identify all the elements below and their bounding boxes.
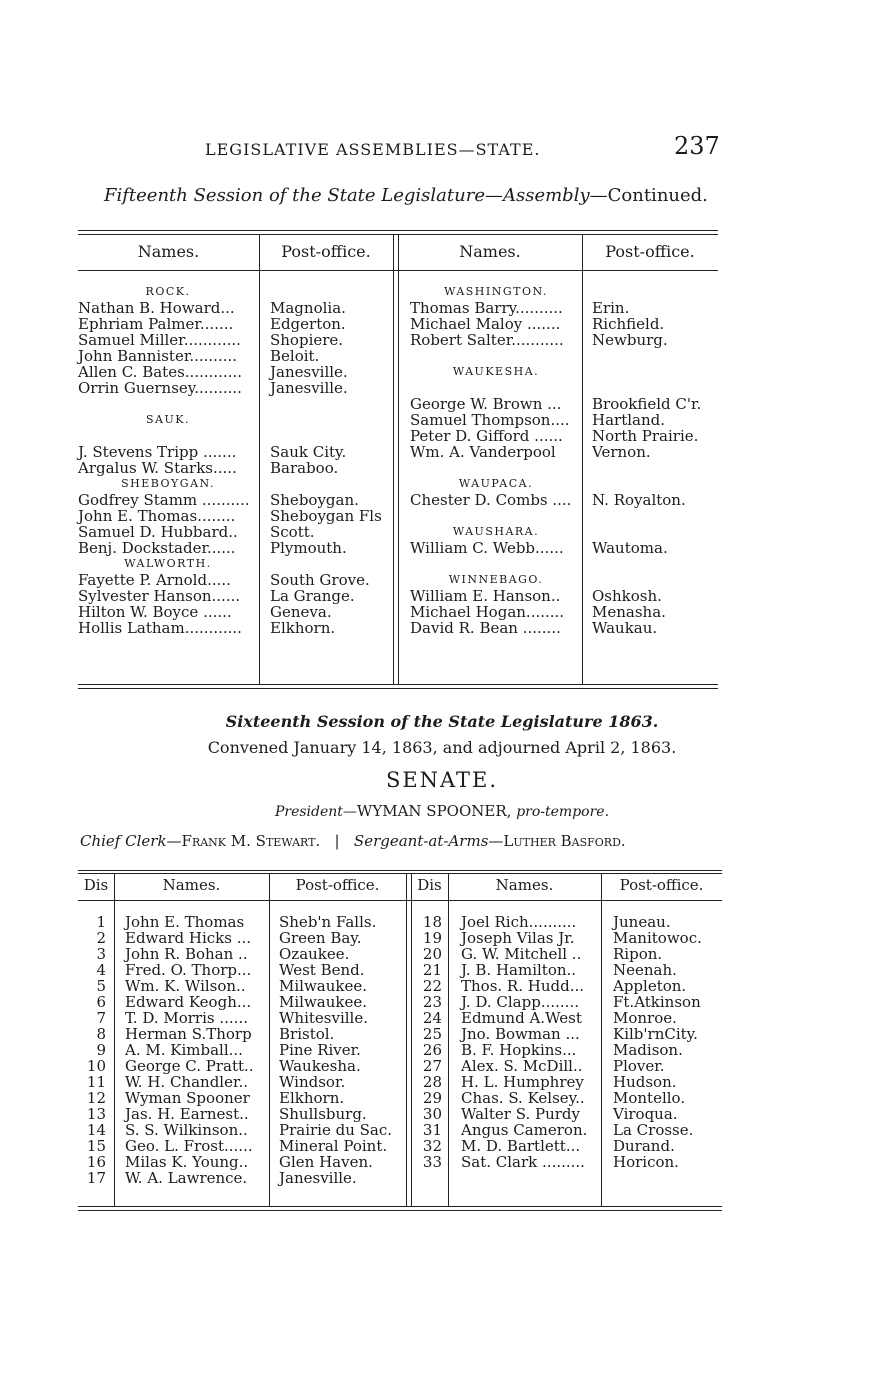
senator-name: W. H. Chandler.. [125, 1073, 249, 1091]
officer-separator: | [334, 832, 340, 850]
district-number: 15 [86, 1137, 106, 1155]
col-header-dis: Dis [417, 876, 442, 894]
district-number: 12 [86, 1089, 106, 1107]
post-office [270, 556, 392, 572]
member-name [78, 412, 258, 428]
post-office: Shullsburg. [279, 1105, 367, 1123]
post-office: Sheb'n Falls. [279, 913, 377, 931]
member-name: Hilton W. Boyce ...... [78, 603, 232, 621]
post-office: La Crosse. [613, 1121, 694, 1139]
senator-name: Geo. L. Frost...... [125, 1137, 253, 1155]
post-office: Neenah. [613, 961, 677, 979]
district-number: 20 [422, 945, 442, 963]
post-office: Edgerton. [270, 315, 346, 333]
page-number: 237 [674, 132, 720, 160]
post-office: Baraboo. [270, 459, 339, 477]
district-number: 32 [422, 1137, 442, 1155]
post-office [592, 364, 718, 380]
senator-name: Chas. S. Kelsey.. [461, 1089, 585, 1107]
post-office: West Bend. [279, 961, 365, 979]
county-heading: WINNEBAGO. [448, 573, 544, 586]
member-name: Godfrey Stamm .......... [78, 491, 250, 509]
running-title: LEGISLATIVE ASSEMBLIES—STATE. [205, 140, 541, 159]
col-header-post-office: Post-office. [295, 876, 380, 894]
col-header-names: Names. [495, 876, 554, 894]
post-office: Ft.Atkinson [613, 993, 701, 1011]
post-office: Sauk City. [270, 443, 347, 461]
table-rule [78, 230, 718, 231]
district-number: 28 [422, 1073, 442, 1091]
senator-name: T. D. Morris ...... [125, 1009, 248, 1027]
post-office: Janesville. [279, 1169, 357, 1187]
col-header-names: Names. [459, 242, 521, 261]
member-name: Fayette P. Arnold..... [78, 571, 231, 589]
column-divider [398, 234, 399, 684]
member-name: William E. Hanson.. [410, 587, 561, 605]
post-office [270, 476, 392, 492]
member-name: David R. Bean ........ [410, 619, 561, 637]
assembly-title-italic: Fifteenth Session of the State Legislature—Assembly— [104, 185, 608, 206]
member-name: Robert Salter........... [410, 331, 564, 349]
member-name: George W. Brown ... [410, 395, 562, 413]
district-number: 33 [422, 1153, 442, 1171]
district-number: 27 [422, 1057, 442, 1075]
district-number: 31 [422, 1121, 442, 1139]
president-name: WYMAN SPOONER, [356, 802, 512, 820]
post-office: Janesville. [270, 363, 348, 381]
district-number: 26 [422, 1041, 442, 1059]
table-rule [78, 688, 718, 689]
district-number: 24 [422, 1009, 442, 1027]
district-number: 4 [96, 961, 106, 979]
post-office: Windsor. [279, 1073, 346, 1091]
senator-name: Jas. H. Earnest.. [125, 1105, 249, 1123]
member-name [78, 284, 258, 300]
member-name: Michael Maloy ....... [410, 315, 561, 333]
post-office [270, 412, 392, 428]
member-name [78, 476, 258, 492]
member-name [410, 380, 582, 396]
senator-name: John E. Thomas [125, 913, 245, 931]
post-office: Kilb'rnCity. [613, 1025, 698, 1043]
post-office: N. Royalton. [592, 491, 686, 509]
member-name [410, 284, 582, 300]
post-office: Ripon. [613, 945, 663, 963]
post-office: Milwaukee. [279, 977, 368, 995]
column-divider [448, 873, 449, 1206]
senator-name: Thos. R. Hudd... [461, 977, 585, 995]
district-number: 3 [96, 945, 106, 963]
district-number: 6 [96, 993, 106, 1011]
member-name: Ephriam Palmer....... [78, 315, 234, 333]
post-office: Hudson. [613, 1073, 677, 1091]
district-number: 21 [422, 961, 442, 979]
post-office: La Grange. [270, 587, 355, 605]
post-office: Hartland. [592, 411, 665, 429]
post-office: Monroe. [613, 1009, 677, 1027]
senator-name: Fred. O. Thorp... [125, 961, 252, 979]
post-office [592, 556, 718, 572]
district-number: 8 [96, 1025, 106, 1043]
chief-clerk-name: Frank M. Stewart. [181, 832, 321, 850]
post-office: Green Bay. [279, 929, 362, 947]
member-name [78, 556, 258, 572]
sergeant-label: Sergeant-at-Arms— [353, 832, 504, 850]
member-name [78, 428, 258, 444]
column-divider [114, 873, 115, 1206]
col-header-post-office: Post-office. [281, 242, 371, 261]
sixteenth-session-title: Sixteenth Session of the State Legislature 1863. [225, 712, 659, 731]
assembly-left-names [78, 284, 258, 636]
district-number: 18 [422, 913, 442, 931]
member-name: Nathan B. Howard... [78, 299, 235, 317]
senator-name: Milas K. Young.. [125, 1153, 249, 1171]
post-office: Magnolia. [270, 299, 346, 317]
member-name: Argalus W. Starks..... [78, 459, 237, 477]
member-name [410, 572, 582, 588]
senator-name: Alex. S. McDill.. [461, 1057, 583, 1075]
post-office [592, 380, 718, 396]
post-office [592, 524, 718, 540]
senate-table [78, 868, 722, 1218]
senator-name: Sat. Clark ......... [461, 1153, 585, 1171]
district-number: 10 [86, 1057, 106, 1075]
post-office [592, 572, 718, 588]
senate-heading: SENATE. [385, 768, 499, 792]
table-rule [78, 1210, 722, 1211]
member-name [410, 556, 582, 572]
member-name [410, 476, 582, 492]
senate-left-districts [78, 915, 106, 1187]
senate-right-names [461, 915, 587, 1171]
post-office: South Grove. [270, 571, 370, 589]
post-office: Brookfield C'r. [592, 395, 702, 413]
post-office: Juneau. [613, 913, 671, 931]
column-divider [582, 234, 583, 684]
county-heading: WASHINGTON. [444, 285, 548, 298]
post-office [592, 476, 718, 492]
column-divider [411, 873, 412, 1206]
county-heading: WAUPACA. [458, 477, 534, 490]
post-office: Pine River. [279, 1041, 361, 1059]
post-office: Shopiere. [270, 331, 344, 349]
district-number: 23 [422, 993, 442, 1011]
senator-name: Joel Rich.......... [461, 913, 577, 931]
district-number: 2 [96, 929, 106, 947]
col-header-names: Names. [162, 876, 221, 894]
district-number: 11 [86, 1073, 106, 1091]
member-name: Samuel Thompson.... [410, 411, 570, 429]
member-name [410, 460, 582, 476]
post-office [592, 508, 718, 524]
post-office: Viroqua. [613, 1105, 678, 1123]
district-number: 13 [86, 1105, 106, 1123]
post-office: Mineral Point. [279, 1137, 388, 1155]
post-office: Wautoma. [592, 539, 668, 557]
column-divider [269, 873, 270, 1206]
member-name: Peter D. Gifford ...... [410, 427, 563, 445]
senate-left-names [125, 915, 254, 1187]
district-number: 5 [96, 977, 106, 995]
col-header-post-office: Post-office. [605, 242, 695, 261]
post-office: Montello. [613, 1089, 686, 1107]
senate-right-posts [613, 915, 702, 1171]
post-office: Whitesville. [279, 1009, 368, 1027]
member-name: John E. Thomas........ [78, 507, 236, 525]
senator-name: G. W. Mitchell .. [461, 945, 582, 963]
district-number: 19 [422, 929, 442, 947]
senator-name: Jno. Bowman ... [461, 1025, 580, 1043]
district-number: 22 [422, 977, 442, 995]
member-name [78, 396, 258, 412]
senator-name: Edward Hicks ... [125, 929, 252, 947]
district-number: 9 [96, 1041, 106, 1059]
assembly-right-posts [592, 284, 718, 636]
president-suffix: pro-tempore. [516, 804, 610, 820]
post-office [592, 460, 718, 476]
member-name: Sylvester Hanson...... [78, 587, 241, 605]
district-number: 1 [96, 913, 106, 931]
post-office: Plymouth. [270, 539, 347, 557]
member-name: Samuel Miller............ [78, 331, 241, 349]
member-name: Wm. A. Vanderpool [410, 443, 556, 461]
sergeant-name: Luther Basford. [503, 832, 626, 850]
post-office: Scott. [270, 523, 315, 541]
senator-name: H. L. Humphrey [461, 1073, 584, 1091]
district-number: 25 [422, 1025, 442, 1043]
senator-name: A. M. Kimball... [125, 1041, 243, 1059]
column-divider [601, 873, 602, 1206]
member-name: John Bannister.......... [78, 347, 238, 365]
table-rule [78, 870, 722, 871]
member-name: William C. Webb...... [410, 539, 564, 557]
post-office: Janesville. [270, 379, 348, 397]
table-rule [78, 684, 718, 685]
post-office: Sheboygan Fls [270, 507, 382, 525]
assembly-right-names [410, 284, 582, 636]
post-office: Geneva. [270, 603, 332, 621]
county-heading: SAUK. [146, 413, 190, 426]
post-office: Glen Haven. [279, 1153, 373, 1171]
column-divider [393, 234, 394, 684]
post-office: Milwaukee. [279, 993, 368, 1011]
post-office: Manitowoc. [613, 929, 702, 947]
member-name: Allen C. Bates............ [78, 363, 242, 381]
senator-name: Wm. K. Wilson.. [125, 977, 246, 995]
member-name [410, 508, 582, 524]
assembly-left-posts [270, 284, 392, 636]
member-name: Samuel D. Hubbard.. [78, 523, 238, 541]
post-office [270, 284, 392, 300]
col-header-dis: Dis [83, 876, 109, 894]
post-office: Madison. [613, 1041, 683, 1059]
post-office: Elkhorn. [270, 619, 336, 637]
senator-name: M. D. Bartlett... [461, 1137, 581, 1155]
senator-name: George C. Pratt.. [125, 1057, 254, 1075]
senator-name: J. B. Hamilton.. [461, 961, 577, 979]
district-number: 14 [86, 1121, 106, 1139]
senator-name: Edward Keogh... [125, 993, 252, 1011]
senator-name: W. A. Lawrence. [125, 1169, 248, 1187]
senator-name: Angus Cameron. [461, 1121, 588, 1139]
member-name: Hollis Latham............ [78, 619, 242, 637]
table-rule [78, 900, 722, 901]
post-office: Ozaukee. [279, 945, 350, 963]
district-number: 7 [96, 1009, 106, 1027]
member-name: Chester D. Combs .... [410, 491, 572, 509]
senator-name: Walter S. Purdy [461, 1105, 580, 1123]
member-name: Thomas Barry.......... [410, 299, 563, 317]
assembly-session-title [104, 185, 708, 206]
member-name [410, 364, 582, 380]
post-office [592, 348, 718, 364]
table-rule [78, 873, 722, 874]
senator-name: Joseph Vilas Jr. [461, 929, 575, 947]
senator-name: B. F. Hopkins... [461, 1041, 577, 1059]
post-office: Oshkosh. [592, 587, 662, 605]
member-name: Benj. Dockstader...... [78, 539, 236, 557]
member-name: Orrin Guernsey.......... [78, 379, 242, 397]
post-office [270, 428, 392, 444]
senate-right-districts [414, 915, 442, 1171]
post-office: Vernon. [592, 443, 651, 461]
column-divider [406, 873, 407, 1206]
col-header-names: Names. [137, 242, 200, 261]
post-office [270, 396, 392, 412]
senator-name: Edmund A.West [461, 1009, 582, 1027]
post-office: Newburg. [592, 331, 668, 349]
convened-line: Convened January 14, 1863, and adjourned April 2, 1863. [207, 738, 677, 757]
district-number: 17 [86, 1169, 106, 1187]
post-office: Plover. [613, 1057, 665, 1075]
post-office: Sheboygan. [270, 491, 359, 509]
post-office: Horicon. [613, 1153, 679, 1171]
post-office: Richfield. [592, 315, 665, 333]
county-heading: SHEBOYGAN. [121, 477, 215, 490]
county-heading: WALWORTH. [124, 557, 212, 570]
post-office [592, 284, 718, 300]
senate-left-posts [279, 915, 392, 1187]
column-divider [259, 234, 260, 684]
post-office: Beloit. [270, 347, 320, 365]
district-number: 29 [422, 1089, 442, 1107]
senator-name: John R. Bohan .. [125, 945, 248, 963]
post-office: Waukesha. [279, 1057, 361, 1075]
member-name: Michael Hogan........ [410, 603, 565, 621]
senator-name: Herman S.Thorp [125, 1025, 252, 1043]
chief-clerk-label: Chief Clerk— [80, 832, 182, 850]
post-office: Bristol. [279, 1025, 335, 1043]
district-number: 30 [422, 1105, 442, 1123]
member-name [410, 348, 582, 364]
assembly-table [78, 226, 718, 692]
post-office: Menasha. [592, 603, 666, 621]
senator-name: J. D. Clapp........ [461, 993, 579, 1011]
post-office: Waukau. [592, 619, 658, 637]
member-name [410, 524, 582, 540]
county-heading: ROCK. [145, 285, 191, 298]
member-name: J. Stevens Tripp ....... [78, 443, 237, 461]
col-header-post-office: Post-office. [619, 876, 704, 894]
president-label: President— [274, 804, 357, 820]
senator-name: Wyman Spooner [125, 1089, 250, 1107]
post-office: Durand. [613, 1137, 675, 1155]
post-office: Prairie du Sac. [279, 1121, 393, 1139]
county-heading: WAUSHARA. [452, 525, 540, 538]
officers-line [80, 832, 626, 850]
post-office: Elkhorn. [279, 1089, 345, 1107]
post-office: Appleton. [613, 977, 687, 995]
table-rule [78, 1206, 722, 1207]
assembly-title-continued: Continued. [607, 185, 708, 206]
post-office: Erin. [592, 299, 630, 317]
senator-name: S. S. Wilkinson.. [125, 1121, 248, 1139]
president-line [0, 802, 884, 820]
county-heading: WAUKESHA. [452, 365, 540, 378]
district-number: 16 [86, 1153, 106, 1171]
post-office: North Prairie. [592, 427, 699, 445]
